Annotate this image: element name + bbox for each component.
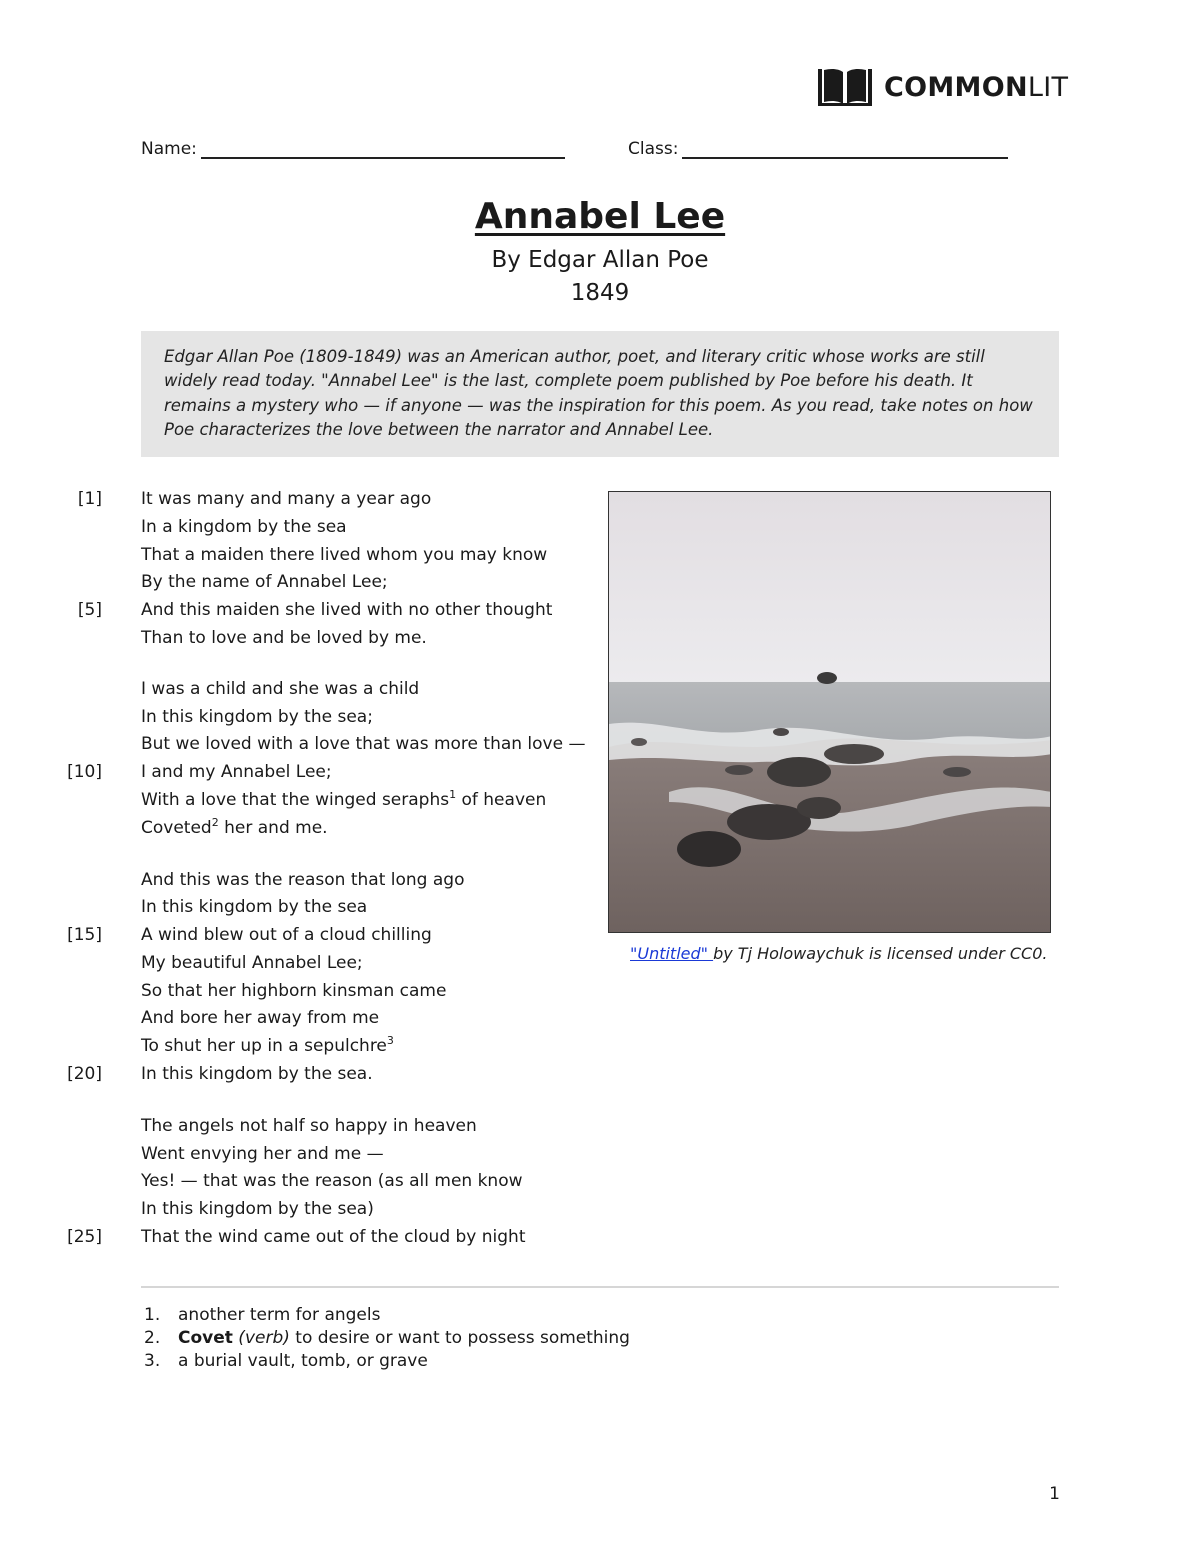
class-field[interactable] <box>628 139 1008 159</box>
line-number: [1] <box>77 489 102 509</box>
poem-text: With a love that the winged seraphs <box>141 790 450 810</box>
poem-line <box>141 789 546 811</box>
image-source-link[interactable]: "Untitled" <box>630 944 714 963</box>
poem-line: In this kingdom by the sea <box>141 897 368 917</box>
line-number: [25] <box>67 1227 102 1247</box>
line-number: [20] <box>67 1064 102 1084</box>
poem-line: And this maiden she lived with no other thought <box>141 600 553 620</box>
footnote <box>144 1350 428 1372</box>
footnote-divider <box>141 1286 1059 1288</box>
poem-line <box>141 817 328 839</box>
commonlit-logo <box>816 66 1068 108</box>
poem-line: By the name of Annabel Lee; <box>141 572 388 592</box>
line-number: [15] <box>67 925 102 945</box>
poem-line: And bore her away from me <box>141 1008 380 1028</box>
image-caption <box>630 944 1047 963</box>
footnote <box>144 1304 380 1326</box>
page-title: Annabel Lee <box>474 196 726 237</box>
footnote-ref: 3 <box>386 1034 394 1047</box>
footnote-number: 3. <box>144 1351 161 1371</box>
poem-text: of heaven <box>456 790 547 810</box>
poem-line: In a kingdom by the sea <box>141 517 347 537</box>
footnote-term: Covet <box>178 1328 233 1348</box>
footnote-text: another term for angels <box>178 1305 381 1325</box>
line-number: [5] <box>77 600 102 620</box>
poem-line: Yes! — that was the reason (as all men know <box>141 1171 523 1191</box>
poem-line: My beautiful Annabel Lee; <box>141 953 363 973</box>
poem-line: Went envying her and me — <box>141 1144 384 1164</box>
class-line[interactable] <box>682 141 1008 159</box>
poem-line: That a maiden there lived whom you may know <box>141 545 548 565</box>
poem-line: In this kingdom by the sea; <box>141 707 373 727</box>
caption-text: by Tj Holowaychuk is licensed under CC0. <box>713 944 1048 963</box>
poem-text: her and me. <box>218 818 328 838</box>
poem-line: But we loved with a love that was more than love — <box>141 734 586 754</box>
footnote-ref: 2 <box>211 816 219 829</box>
poem-text: To shut her up in a sepulchre <box>141 1036 387 1056</box>
poem-line <box>141 1035 394 1057</box>
beach-photo <box>608 491 1051 933</box>
footnote-number: 2. <box>144 1328 161 1348</box>
poem-line: That the wind came out of the cloud by night <box>141 1227 526 1247</box>
poem-line: So that her highborn kinsman came <box>141 981 447 1001</box>
page-number: 1 <box>1049 1484 1060 1504</box>
poem-line: And this was the reason that long ago <box>141 870 465 890</box>
poem-line: The angels not half so happy in heaven <box>141 1116 477 1136</box>
publication-year: 1849 <box>570 280 630 306</box>
footnote <box>144 1327 630 1349</box>
poem-line: Than to love and be loved by me. <box>141 628 427 648</box>
book-icon <box>816 66 874 108</box>
name-label: Name: <box>141 139 197 159</box>
poem-line: A wind blew out of a cloud chilling <box>141 925 432 945</box>
poem-text: Coveted <box>141 818 212 838</box>
poem-line: I was a child and she was a child <box>141 679 420 699</box>
byline: By Edgar Allan Poe <box>491 247 709 273</box>
student-fields <box>141 139 1021 163</box>
class-label: Class: <box>628 139 679 159</box>
poem-line: In this kingdom by the sea) <box>141 1199 374 1219</box>
intro-box: Edgar Allan Poe (1809-1849) was an American author, poet, and literary critic whose works are still widely read today. "Annabel Lee" is the last, complete poem published by Poe before his death. It remains a mystery who — if anyone — was the inspiration for this poem. As you read, take notes on how Poe characterizes the love between the narrator and Annabel Lee. <box>141 331 1059 457</box>
name-line[interactable] <box>201 141 565 159</box>
poem-line: It was many and many a year ago <box>141 489 432 509</box>
poem-line: I and my Annabel Lee; <box>141 762 332 782</box>
footnote-pos: (verb) <box>232 1328 290 1348</box>
logo-text: COMMONLIT <box>884 71 1069 103</box>
footnote-number: 1. <box>144 1305 161 1325</box>
footnote-text: to desire or want to possess something <box>289 1328 630 1348</box>
footnote-ref: 1 <box>449 788 457 801</box>
line-number: [10] <box>67 762 102 782</box>
poem-line: In this kingdom by the sea. <box>141 1064 373 1084</box>
footnote-text: a burial vault, tomb, or grave <box>178 1351 428 1371</box>
name-field[interactable] <box>141 139 565 159</box>
